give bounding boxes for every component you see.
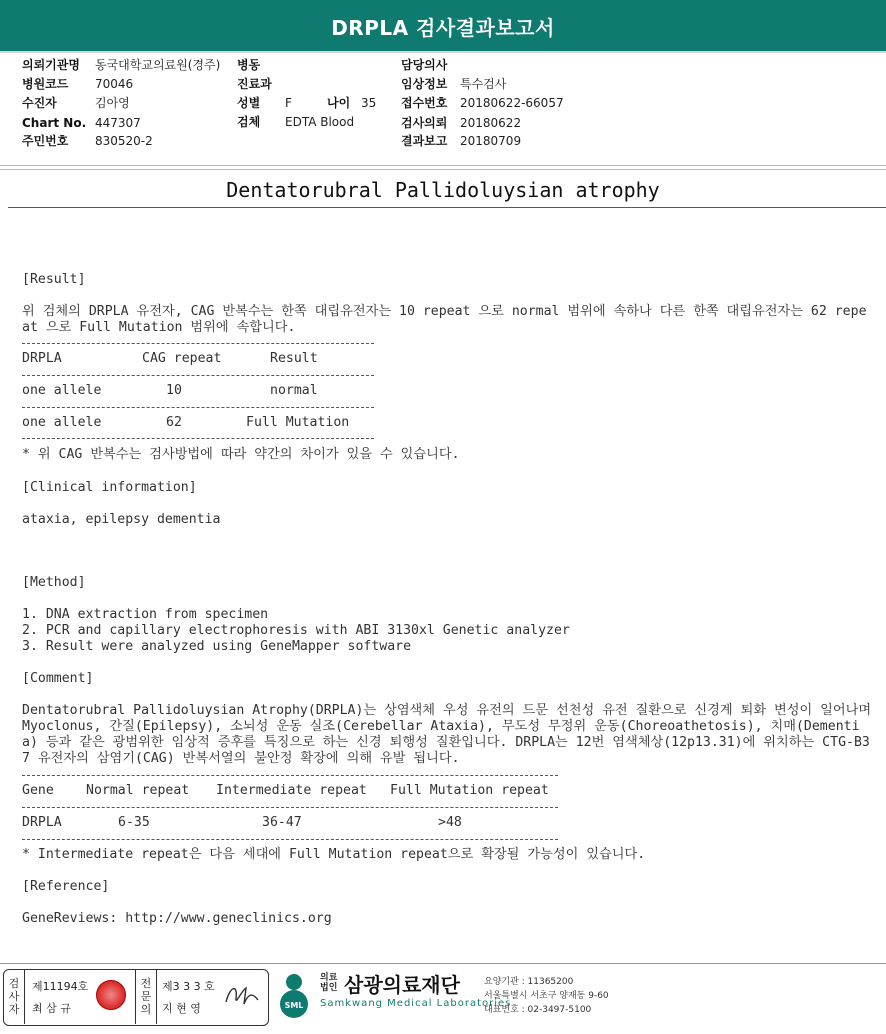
sml-logo-icon bbox=[272, 970, 316, 1020]
comment-row-normal: 6-35 bbox=[118, 815, 150, 830]
clinical-label: 임상정보 bbox=[401, 77, 448, 91]
table-row-2-allele: one allele bbox=[22, 415, 102, 430]
report-date-value: 20180709 bbox=[460, 134, 522, 148]
info-divider-2 bbox=[0, 169, 886, 170]
report-date-label: 결과보고 bbox=[401, 134, 448, 148]
comment-table-rule bbox=[22, 775, 558, 776]
code-value: 70046 bbox=[95, 77, 134, 91]
sex-value: F bbox=[285, 96, 292, 110]
corp-address: 서울특별시 서초구 양재동 9-60 bbox=[484, 991, 609, 1001]
info-divider bbox=[0, 165, 886, 166]
corp-phone: 대표번호 : 02-3497-5100 bbox=[484, 1005, 592, 1015]
examiner-label-text: 검사자 bbox=[8, 977, 20, 1016]
examiner-number: 제11194호 bbox=[32, 980, 89, 993]
result-table-rule bbox=[22, 438, 374, 439]
receipt-value: 20180622-66057 bbox=[460, 96, 564, 110]
specialist-label bbox=[135, 969, 157, 1024]
signature-icon bbox=[222, 980, 262, 1010]
comment-heading: [Comment] bbox=[22, 671, 94, 686]
comment-text: Dentatorubral Pallidoluysian Atrophy(DRPLA)는 상염색체 우성 유전의 드문 선천성 유전 질환으로 신경계 퇴화 변성이 일어나며 Myoclonus, 간질(Epilepsy), 소뇌성 운동 실조(Cerebellar Ataxia), 무도성 무정위 운동(Choreoathetosis), 치매(Dementia) 등과 같은 광범위한 임상적 증후를 특징으로 하는 신경 퇴행성 질환입니다. DRPLA는 12번 염색체상(12p13.31)에 위치하는 CTG-B37 유전자의 삼염기(CAG) 반복서열의 불안정 확장에 의해 유발 됩니다. bbox=[22, 703, 872, 766]
org-english-name: Samkwang Medical Laboratories bbox=[320, 998, 512, 1009]
comment-table-rule bbox=[22, 839, 558, 840]
report-title: DRPLA 검사결과보고서 bbox=[331, 16, 555, 40]
chart-label: Chart No. bbox=[22, 116, 87, 130]
method-heading: [Method] bbox=[22, 575, 86, 590]
hospital-value: 동국대학교의료원(경주) bbox=[95, 58, 221, 72]
specimen-label: 검체 bbox=[237, 115, 261, 129]
method-item-2: 2. PCR and capillary electrophoresis with ABI 3130xl Genetic analyzer bbox=[22, 623, 570, 638]
clinical-heading: [Clinical information] bbox=[22, 480, 197, 495]
request-value: 20180622 bbox=[460, 116, 522, 130]
clinical-value: 특수검사 bbox=[460, 77, 507, 91]
specialist-name: 지 현 영 bbox=[162, 1002, 201, 1015]
result-note: * 위 CAG 반복수는 검사방법에 따라 약간의 차이가 있을 수 있습니다. bbox=[22, 447, 460, 462]
age-value: 35 bbox=[361, 96, 377, 110]
report-header bbox=[0, 0, 886, 53]
comment-row-full: >48 bbox=[438, 815, 462, 830]
comment-note: * Intermediate repeat은 다음 세대에 Full Mutation repeat으로 확장될 가능성이 있습니다. bbox=[22, 847, 646, 862]
org-prefix: 의료 법인 bbox=[320, 973, 338, 993]
table-row-2-result: Full Mutation bbox=[246, 415, 350, 430]
sex-label: 성별 bbox=[237, 96, 261, 110]
name-value: 김아영 bbox=[95, 96, 130, 110]
result-heading: [Result] bbox=[22, 272, 86, 287]
ward-label: 병동 bbox=[237, 58, 261, 72]
result-table-rule bbox=[22, 375, 374, 376]
doctor-label: 담당의사 bbox=[401, 58, 448, 72]
reference-text: GeneReviews: http://www.geneclinics.org bbox=[22, 911, 332, 926]
chart-value: 447307 bbox=[95, 116, 141, 130]
comment-table-rule bbox=[22, 807, 558, 808]
ssn-label: 주민번호 bbox=[22, 134, 69, 148]
document-title: Dentatorubral Pallidoluysian atrophy bbox=[226, 178, 660, 202]
specialist-label-text: 전문의 bbox=[140, 977, 152, 1016]
comment-row-intermediate: 36-47 bbox=[262, 815, 302, 830]
result-col-cag: CAG repeat bbox=[142, 351, 222, 366]
result-table-rule bbox=[22, 343, 374, 344]
comment-col-normal: Normal repeat bbox=[86, 783, 190, 798]
examiner-seal-icon bbox=[96, 980, 126, 1010]
specimen-value: EDTA Blood bbox=[285, 115, 355, 129]
reference-heading: [Reference] bbox=[22, 879, 110, 894]
corp-registration: 요양기관 : 11365200 bbox=[484, 977, 574, 987]
result-text: 위 검체의 DRPLA 유전자, CAG 반복수는 한쪽 대립유전자는 10 repeat 으로 normal 범위에 속하나 다른 한쪽 대립유전자는 62 repeat 으로 Full Mutation 범위에 속합니다. bbox=[22, 304, 867, 335]
table-row-1-allele: one allele bbox=[22, 383, 102, 398]
name-label: 수진자 bbox=[22, 96, 57, 110]
receipt-label: 접수번호 bbox=[401, 96, 448, 110]
method-item-1: 1. DNA extraction from specimen bbox=[22, 607, 269, 622]
hospital-label: 의뢰기관명 bbox=[22, 58, 80, 72]
dept-label: 진료과 bbox=[237, 77, 272, 91]
comment-col-intermediate: Intermediate repeat bbox=[216, 783, 367, 798]
footer-divider bbox=[0, 963, 886, 964]
table-row-1-cag: 10 bbox=[166, 383, 182, 398]
ssn-value: 830520-2 bbox=[95, 134, 153, 148]
title-rule bbox=[8, 207, 886, 208]
result-table-rule bbox=[22, 407, 374, 408]
comment-col-full: Full Mutation repeat bbox=[390, 783, 549, 798]
table-row-2-cag: 62 bbox=[166, 415, 182, 430]
sml-logo-text: SML bbox=[284, 1001, 304, 1010]
age-label: 나이 bbox=[327, 96, 351, 110]
method-item-3: 3. Result were analyzed using GeneMapper software bbox=[22, 639, 412, 654]
org-name: 삼광의료재단 bbox=[344, 973, 460, 997]
code-label: 병원코드 bbox=[22, 77, 69, 91]
examiner-label bbox=[4, 969, 25, 1024]
clinical-text: ataxia, epilepsy dementia bbox=[22, 512, 221, 527]
specialist-number: 제3 3 3 호 bbox=[162, 980, 215, 993]
comment-row-gene: DRPLA bbox=[22, 815, 62, 830]
table-row-1-result: normal bbox=[270, 383, 318, 398]
result-col-gene: DRPLA bbox=[22, 351, 62, 366]
comment-col-gene: Gene bbox=[22, 783, 54, 798]
examiner-name: 최 삼 규 bbox=[32, 1002, 71, 1015]
result-col-result: Result bbox=[270, 351, 318, 366]
request-label: 검사의뢰 bbox=[401, 116, 448, 130]
